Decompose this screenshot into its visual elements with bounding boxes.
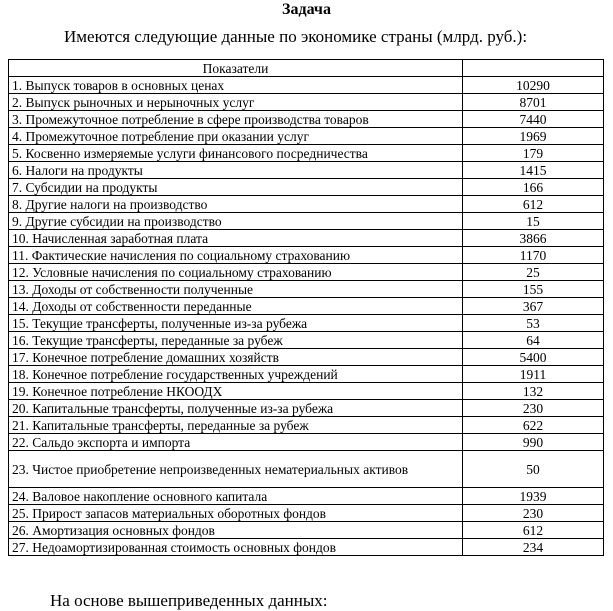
indicator-name: 1. Выпуск товаров в основных ценах	[9, 77, 463, 94]
indicator-value: 155	[463, 281, 604, 298]
indicator-value: 64	[463, 332, 604, 349]
indicators-table	[8, 59, 604, 556]
table-row	[9, 434, 604, 451]
table-row	[9, 366, 604, 383]
indicator-value: 3866	[463, 230, 604, 247]
table-row	[9, 298, 604, 315]
indicator-name: 14. Доходы от собственности переданные	[9, 298, 463, 315]
header-indicators: Показатели	[9, 60, 463, 77]
indicator-name: 25. Прирост запасов материальных оборотных фондов	[9, 505, 463, 522]
table-row	[9, 417, 604, 434]
indicator-value: 132	[463, 383, 604, 400]
table-row	[9, 315, 604, 332]
header-value	[463, 60, 604, 77]
indicator-name: 21. Капитальные трансферты, переданные за рубеж	[9, 417, 463, 434]
indicator-name: 12. Условные начисления по социальному страхованию	[9, 264, 463, 281]
indicator-name: 11. Фактические начисления по социальному страхованию	[9, 247, 463, 264]
indicator-value: 230	[463, 400, 604, 417]
indicator-name: 15. Текущие трансферты, полученные из-за рубежа	[9, 315, 463, 332]
indicator-value: 8701	[463, 94, 604, 111]
table-row	[9, 196, 604, 213]
indicator-value: 1911	[463, 366, 604, 383]
indicator-name: 17. Конечное потребление домашних хозяйств	[9, 349, 463, 366]
table-body	[9, 77, 604, 556]
table-row	[9, 111, 604, 128]
table-row	[9, 539, 604, 556]
indicator-value: 15	[463, 213, 604, 230]
table-row	[9, 488, 604, 505]
indicator-name: 26. Амортизация основных фондов	[9, 522, 463, 539]
indicator-value: 25	[463, 264, 604, 281]
indicator-name: 5. Косвенно измеряемые услуги финансового посредничества	[9, 145, 463, 162]
indicator-value: 50	[463, 451, 604, 488]
table-row	[9, 281, 604, 298]
indicator-value: 10290	[463, 77, 604, 94]
table-row	[9, 247, 604, 264]
table-row	[9, 162, 604, 179]
table-row	[9, 145, 604, 162]
indicator-value: 1939	[463, 488, 604, 505]
indicator-name: 20. Капитальные трансферты, полученные из-за рубежа	[9, 400, 463, 417]
indicator-value: 1969	[463, 128, 604, 145]
indicator-value: 166	[463, 179, 604, 196]
indicator-value: 612	[463, 522, 604, 539]
page-title: Задача	[282, 1, 331, 18]
indicator-value: 990	[463, 434, 604, 451]
indicator-name: 19. Конечное потребление НКООДХ	[9, 383, 463, 400]
indicator-value: 622	[463, 417, 604, 434]
table-row	[9, 213, 604, 230]
indicator-name: 16. Текущие трансферты, переданные за рубеж	[9, 332, 463, 349]
indicator-name: 6. Налоги на продукты	[9, 162, 463, 179]
indicator-value: 230	[463, 505, 604, 522]
intro-text: Имеются следующие данные по экономике страны (млрд. руб.):	[64, 27, 528, 46]
table-row	[9, 230, 604, 247]
table-row	[9, 451, 604, 488]
indicator-name: 9. Другие субсидии на производство	[9, 213, 463, 230]
indicator-value: 367	[463, 298, 604, 315]
table-row	[9, 400, 604, 417]
indicator-name: 24. Валовое накопление основного капитала	[9, 488, 463, 505]
table-row	[9, 77, 604, 94]
indicator-value: 7440	[463, 111, 604, 128]
indicator-name: 22. Сальдо экспорта и импорта	[9, 434, 463, 451]
indicator-value: 1415	[463, 162, 604, 179]
indicator-name: 27. Недоамортизированная стоимость основных фондов	[9, 539, 463, 556]
indicator-name: 7. Субсидии на продукты	[9, 179, 463, 196]
table-row	[9, 179, 604, 196]
indicator-name: 10. Начисленная заработная плата	[9, 230, 463, 247]
indicator-value: 179	[463, 145, 604, 162]
indicator-value: 234	[463, 539, 604, 556]
indicator-name: 13. Доходы от собственности полученные	[9, 281, 463, 298]
indicator-value: 5400	[463, 349, 604, 366]
table-row	[9, 332, 604, 349]
indicator-name: 4. Промежуточное потребление при оказании услуг	[9, 128, 463, 145]
outro-text: На основе вышеприведенных данных:	[50, 591, 328, 610]
table-row	[9, 264, 604, 281]
indicator-name: 8. Другие налоги на производство	[9, 196, 463, 213]
indicator-name: 2. Выпуск рыночных и нерыночных услуг	[9, 94, 463, 111]
indicator-name: 23. Чистое приобретение непроизведенных нематериальных активов	[9, 451, 463, 488]
indicator-name: 3. Промежуточное потребление в сфере производства товаров	[9, 111, 463, 128]
table-row	[9, 522, 604, 539]
table-row	[9, 349, 604, 366]
indicator-value: 1170	[463, 247, 604, 264]
table-row	[9, 128, 604, 145]
table-row	[9, 383, 604, 400]
indicator-value: 53	[463, 315, 604, 332]
table-row	[9, 505, 604, 522]
table-header-row	[9, 60, 604, 77]
table-row	[9, 94, 604, 111]
indicator-name: 18. Конечное потребление государственных учреждений	[9, 366, 463, 383]
indicator-value: 612	[463, 196, 604, 213]
